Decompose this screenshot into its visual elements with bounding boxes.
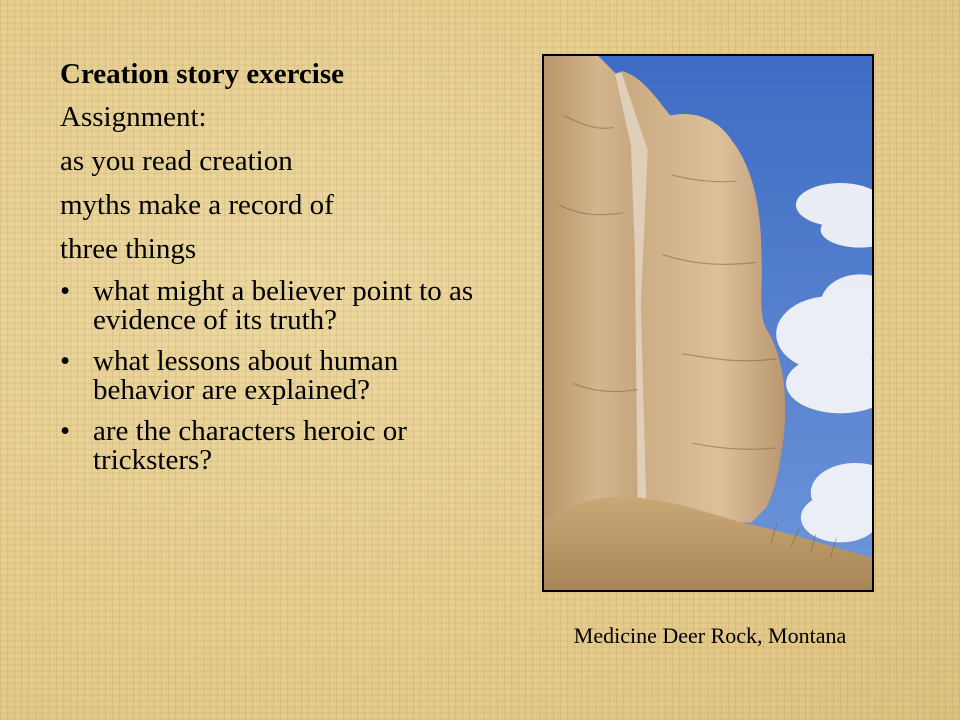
assignment-line: Assignment: [60, 101, 207, 133]
bullet-item-characters: • are the characters heroic or tricksters? [60, 417, 490, 475]
instruction-line-2: myths make a record of [60, 189, 334, 221]
photo-caption: Medicine Deer Rock, Montana [573, 623, 847, 648]
bullet-list [60, 277, 490, 475]
bullet-item-evidence: • what might a believer point to as evidence of its truth? [60, 277, 490, 335]
rock-photo-illustration [544, 56, 872, 590]
slide-text [60, 58, 490, 487]
slide-title: Creation story exercise [60, 58, 344, 90]
rock-photo [542, 54, 874, 592]
instruction-line-3: three things [60, 233, 197, 265]
bullet-item-lessons: • what lessons about human behavior are explained? [60, 347, 490, 405]
instruction-line-1: as you read creation [60, 145, 293, 177]
